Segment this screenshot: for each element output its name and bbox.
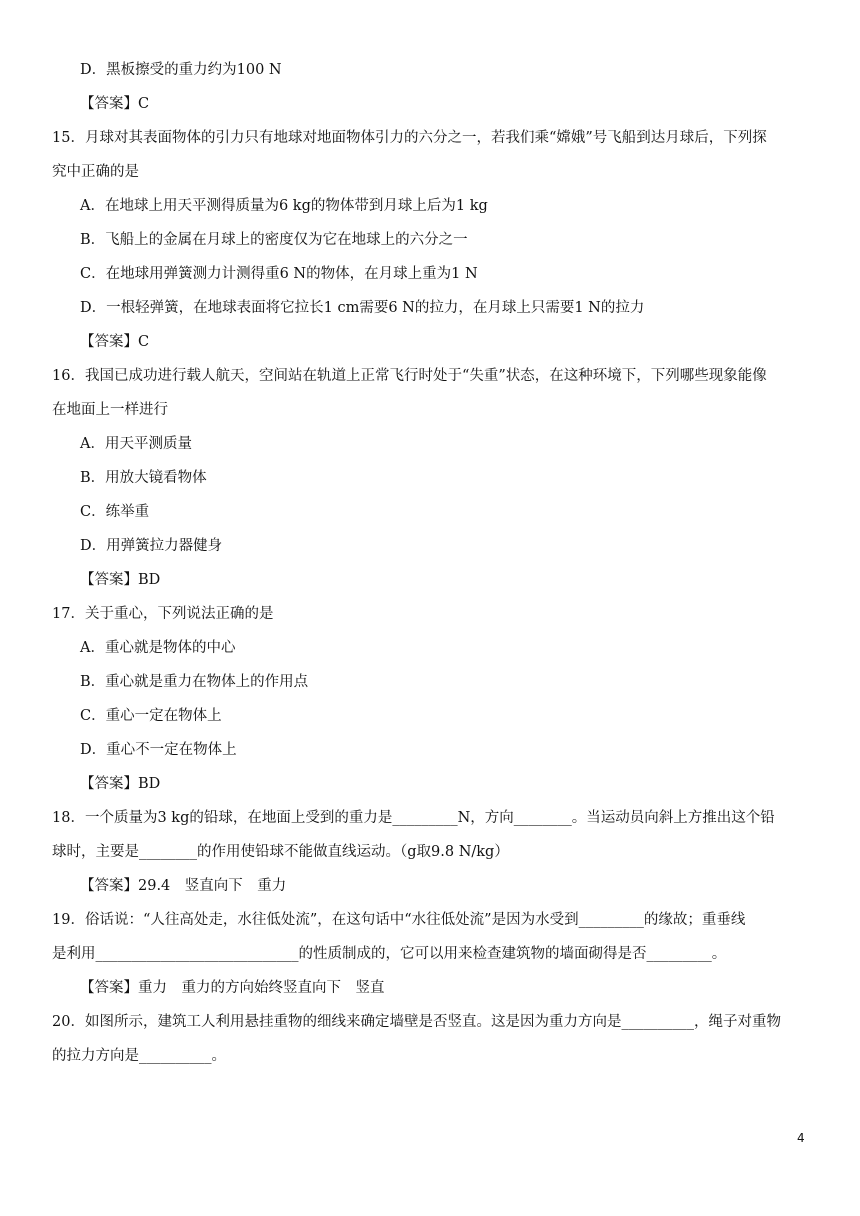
option-line: D．黑板擦受的重力约为100 N: [80, 62, 282, 78]
page-number: 4: [797, 1131, 805, 1145]
option-line: C．练举重: [80, 504, 150, 520]
option-line: C．在地球用弹簧测力计测得重6 N的物体，在月球上重为1 N: [80, 266, 478, 282]
option-line: D．用弹簧拉力器健身: [80, 538, 223, 554]
question-continuation: 的拉力方向是__________。: [52, 1048, 226, 1064]
question-continuation: 球时，主要是________的作用使铅球不能做直线运动。（g取9.8 N/kg）: [52, 844, 509, 860]
question-line: 18．一个质量为3 kg的铅球，在地面上受到的重力是_________N，方向________。当运动员向斜上方推出这个铅: [52, 810, 775, 826]
option-line: A．重心就是物体的中心: [80, 640, 236, 656]
answer-line: 【答案】BD: [80, 776, 161, 792]
question-continuation: 究中正确的是: [52, 164, 139, 180]
answer-line: 【答案】C: [80, 334, 150, 350]
question-line: 20．如图所示，建筑工人利用悬挂重物的细线来确定墙壁是否竖直。这是因为重力方向是__________，绳子对重物: [52, 1014, 781, 1030]
answer-line: 【答案】C: [80, 96, 150, 112]
option-line: A．在地球上用天平测得质量为6 kg的物体带到月球上后为1 kg: [80, 198, 488, 214]
answer-line: 【答案】重力 重力的方向始终竖直向下 竖直: [80, 980, 385, 996]
question-continuation: 是利用____________________________的性质制成的，它可以用来检查建筑物的墙面砌得是否_________。: [52, 946, 727, 962]
option-line: C．重心一定在物体上: [80, 708, 222, 724]
option-line: A．用天平测质量: [80, 436, 192, 452]
option-line: B．用放大镜看物体: [80, 470, 207, 486]
question-line: 19．俗话说：“人往高处走，水往低处流”，在这句话中“水往低处流”是因为水受到_________的缘故；重垂线: [52, 912, 746, 928]
option-line: B．飞船上的金属在月球上的密度仅为它在地球上的六分之一: [80, 232, 468, 248]
option-line: D．重心不一定在物体上: [80, 742, 237, 758]
option-line: D．一根轻弹簧，在地球表面将它拉长1 cm需要6 N的拉力，在月球上只需要1 N的拉力: [80, 300, 645, 316]
answer-line: 【答案】29.4 竖直向下 重力: [80, 878, 287, 894]
question-line: 16．我国已成功进行载人航天，空间站在轨道上正常飞行时处于“失重”状态，在这种环境下，下列哪些现象能像: [52, 368, 767, 384]
question-line: 17．关于重心，下列说法正确的是: [52, 606, 274, 622]
question-line: 15．月球对其表面物体的引力只有地球对地面物体引力的六分之一，若我们乘“嫦娥”号飞船到达月球后，下列探: [52, 130, 767, 146]
question-continuation: 在地面上一样进行: [52, 402, 168, 418]
answer-line: 【答案】BD: [80, 572, 161, 588]
option-line: B．重心就是重力在物体上的作用点: [80, 674, 309, 690]
